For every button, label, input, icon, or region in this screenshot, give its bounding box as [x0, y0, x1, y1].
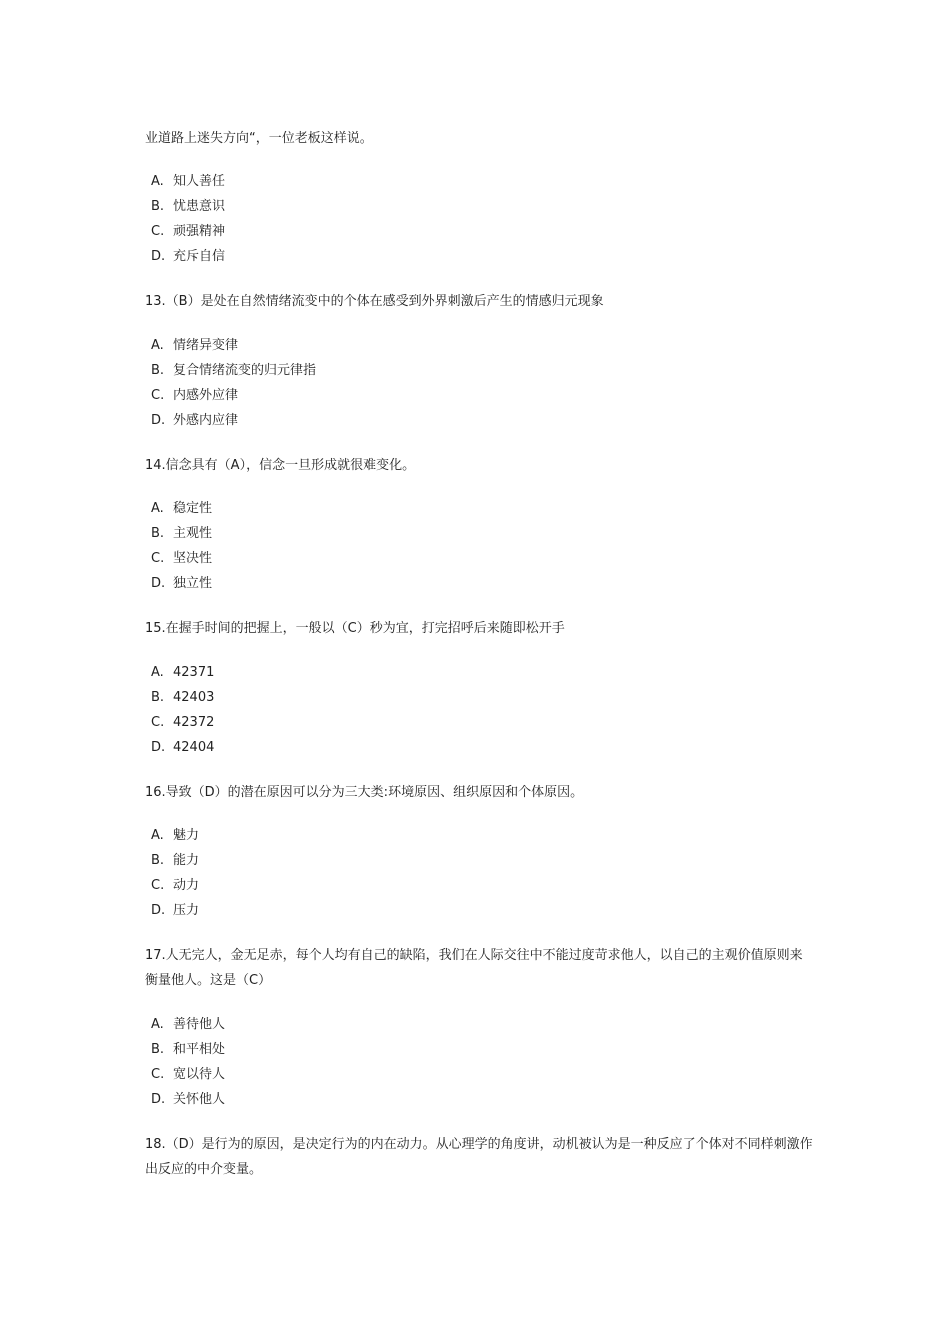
option-a: A. 42371 — [151, 665, 215, 680]
option-c: C. 宽以待人 — [151, 1067, 226, 1082]
options-list-15 — [151, 660, 214, 760]
option-c: C. 坚决性 — [151, 551, 213, 566]
question-stem-13: 13.（B）是处在自然情绪流变中的个体在感受到外界刺激后产生的情感归元现象 — [145, 294, 604, 309]
option-c: C. 动力 — [151, 878, 200, 893]
options-list-14 — [151, 496, 212, 596]
options-list-16 — [151, 823, 199, 923]
options-list-17 — [151, 1012, 225, 1112]
option-d: D. 压力 — [151, 903, 200, 918]
question-stem-16: 16.导致（D）的潜在原因可以分为三大类:环境原因、组织原因和个体原因。 — [145, 785, 584, 800]
option-b: B. 和平相处 — [151, 1042, 226, 1057]
question-stem-14: 14.信念具有（A），信念一旦形成就很难变化。 — [145, 458, 416, 473]
option-c: C. 42372 — [151, 715, 215, 730]
option-b: B. 忧患意识 — [151, 199, 226, 214]
option-a: A. 知人善任 — [151, 174, 226, 189]
question-stem-18: 18.（D）是行为的原因，是决定行为的内在动力。从心理学的角度讲，动机被认为是一种反应了个体对不同样刺激作出反应的中介变量。 — [145, 1137, 813, 1177]
option-a: A. 稳定性 — [151, 501, 213, 516]
option-a: A. 情绪异变律 — [151, 338, 239, 353]
question-stem-17: 17.人无完人，金无足赤，每个人均有自己的缺陷，我们在人际交往中不能过度苛求他人，以自己的主观价值原则来衡量他人。这是（C） — [145, 948, 803, 988]
option-b: B. 复合情绪流变的归元律指 — [151, 363, 317, 378]
option-b: B. 能力 — [151, 853, 200, 868]
option-a: A. 善待他人 — [151, 1017, 226, 1032]
option-d: D. 外感内应律 — [151, 413, 239, 428]
options-list-13 — [151, 333, 316, 433]
option-d: D. 42404 — [151, 740, 215, 755]
option-b: B. 42403 — [151, 690, 215, 705]
option-c: C. 内感外应律 — [151, 388, 239, 403]
option-d: D. 独立性 — [151, 576, 213, 591]
question-stem-12: 业道路上迷失方向“，一位老板这样说。 — [145, 131, 373, 146]
options-list-12 — [151, 169, 225, 269]
option-d: D. 充斥自信 — [151, 249, 226, 264]
option-b: B. 主观性 — [151, 526, 213, 541]
option-d: D. 关怀他人 — [151, 1092, 226, 1107]
question-stem-15: 15.在握手时间的把握上，一般以（C）秒为宜，打完招呼后来随即松开手 — [145, 621, 565, 636]
option-a: A. 魅力 — [151, 828, 200, 843]
option-c: C. 顽强精神 — [151, 224, 226, 239]
